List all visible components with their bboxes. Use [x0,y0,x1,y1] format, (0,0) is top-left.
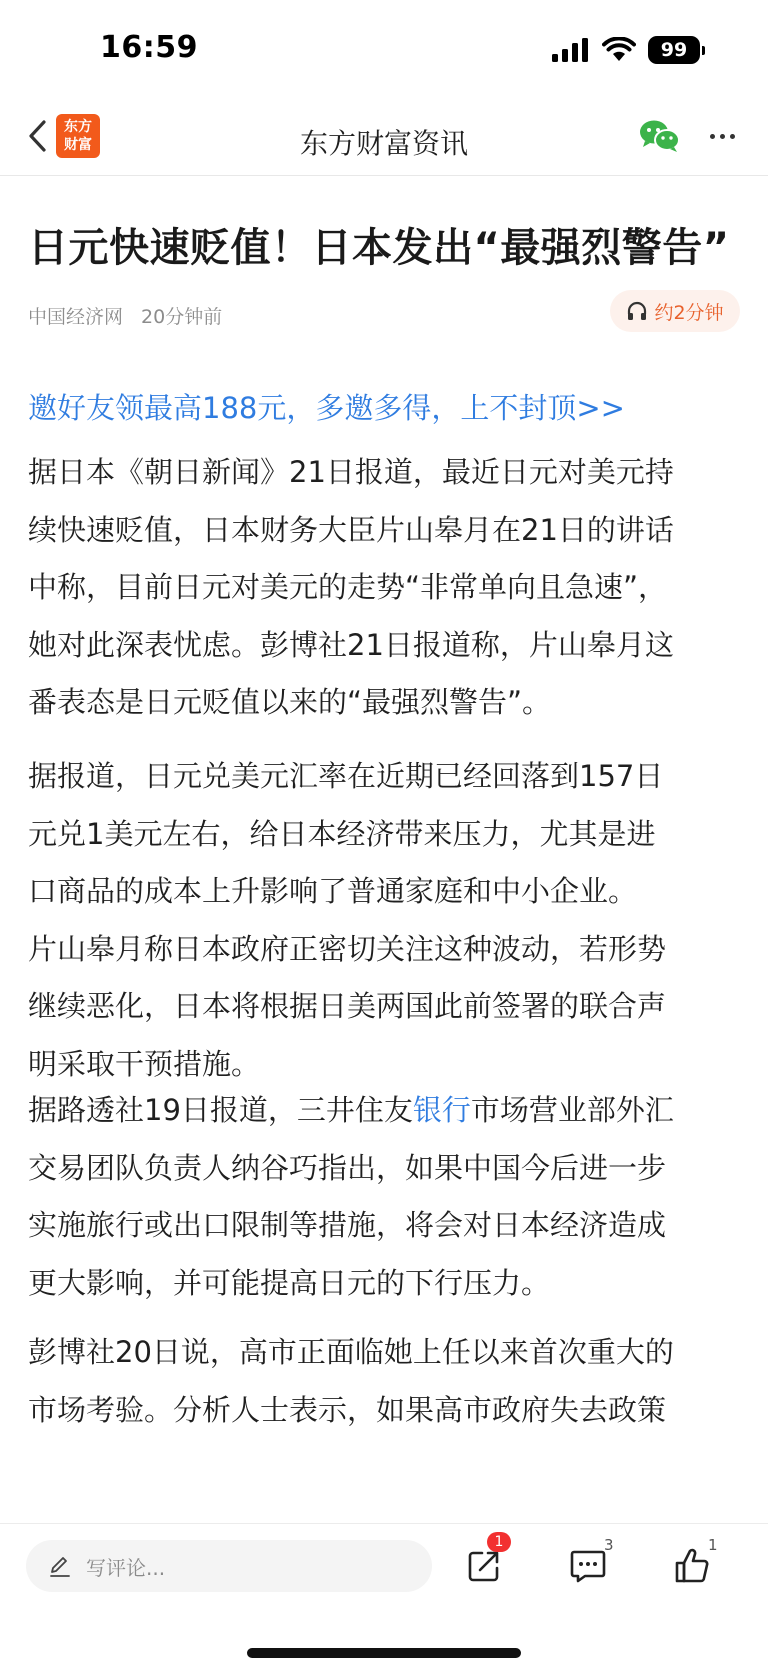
status-time: 16:59 [100,30,198,65]
status-icons [552,36,700,64]
paragraph-1 [28,444,744,732]
article-title: 日元快速贬值！日本发出“最强烈警告” [28,225,730,271]
comments-button[interactable] [560,1538,616,1594]
article-meta [28,302,222,329]
paragraph-line: 她对此深表忧虑。彭博社21日报道称，片山皋月这 [28,627,674,662]
more-dots-icon[interactable] [700,120,744,152]
paragraph-text: 据路透社19日报道，三井住友 [28,1093,413,1127]
paragraph-line: 明采取干预措施。 [28,1046,261,1081]
paragraph-line: 据报道，日元兑美元汇率在近期已经回落到157日 [28,759,664,793]
bottom-toolbar [0,1523,768,1665]
share-badge: 1 [487,1532,511,1552]
listen-duration: 约2分钟 [654,301,724,324]
paragraph-line: 续快速贬值，日本财务大臣片山皋月在21日的讲话 [28,512,674,547]
wechat-share-button[interactable] [638,118,682,154]
like-count: 1 [708,1536,718,1554]
wechat-icon [638,118,682,154]
bank-keyword-link[interactable]: 银行 [412,1093,471,1127]
paragraph-line: 交易团队负责人纳谷巧指出，如果中国今后进一步 [28,1150,667,1185]
nav-title: 东方财富资讯 [299,127,468,160]
paragraph-3 [28,1082,744,1312]
comment-count: 3 [604,1536,614,1554]
comment-icon [569,1548,607,1584]
invite-promo-link[interactable]: 邀好友领最高188元，多邀多得，上不封顶>> [28,391,625,425]
paragraph-line: 继续恶化，日本将根据日美两国此前签署的联合声 [28,989,667,1023]
paragraph-line: 中称，目前日元对美元的走势“非常单向且急速”， [28,570,668,604]
listen-button[interactable] [610,290,740,332]
share-button[interactable] [456,1534,512,1594]
paragraph-line: 市场考验。分析人士表示，如果高市政府失去政策 [28,1392,667,1427]
nav-bar [0,100,768,176]
share-icon [466,1548,502,1584]
paragraph-line: 更大影响，并可能提高日元的下行压力。 [28,1265,551,1300]
paragraph-line: 据日本《朝日新闻》21日报道，最近日元对美元持 [28,455,674,489]
like-button[interactable] [664,1538,720,1594]
headphones-icon [626,300,648,322]
paragraph-line: 实施旅行或出口限制等措施，将会对日本经济造成 [28,1208,667,1242]
paragraph-line: 口商品的成本上升影响了普通家庭和中小企业。 [28,874,638,908]
status-bar [0,0,768,100]
battery-icon [648,36,700,64]
thumbs-up-icon [673,1547,711,1585]
comment-input[interactable] [26,1540,432,1592]
article-source[interactable]: 中国经济网 [28,306,124,328]
paragraph-line: 元兑1美元左右，给日本经济带来压力，尤其是进 [28,816,656,851]
paragraph-line: 彭博社20日说，高市正面临她上任以来首次重大的 [28,1335,674,1369]
home-indicator[interactable] [247,1648,521,1658]
cellular-signal-icon [552,38,590,62]
paragraph-line: 片山皋月称日本政府正密切关注这种波动，若形势 [28,931,667,966]
pencil-icon [48,1554,72,1578]
article-time: 20分钟前 [141,306,223,328]
battery-level: 99 [660,39,688,61]
paragraph-text: 市场营业部外汇 [470,1093,674,1127]
paragraph-2 [28,748,744,1093]
paragraph-line [28,1082,744,1140]
paragraph-4 [28,1324,744,1439]
comment-placeholder: 写评论... [86,1555,166,1580]
logo-line-2: 财富 [64,137,92,153]
wifi-icon [602,37,636,63]
logo-line-1: 东方 [64,119,92,135]
paragraph-line: 番表态是日元贬值以来的“最强烈警告”。 [28,685,552,719]
